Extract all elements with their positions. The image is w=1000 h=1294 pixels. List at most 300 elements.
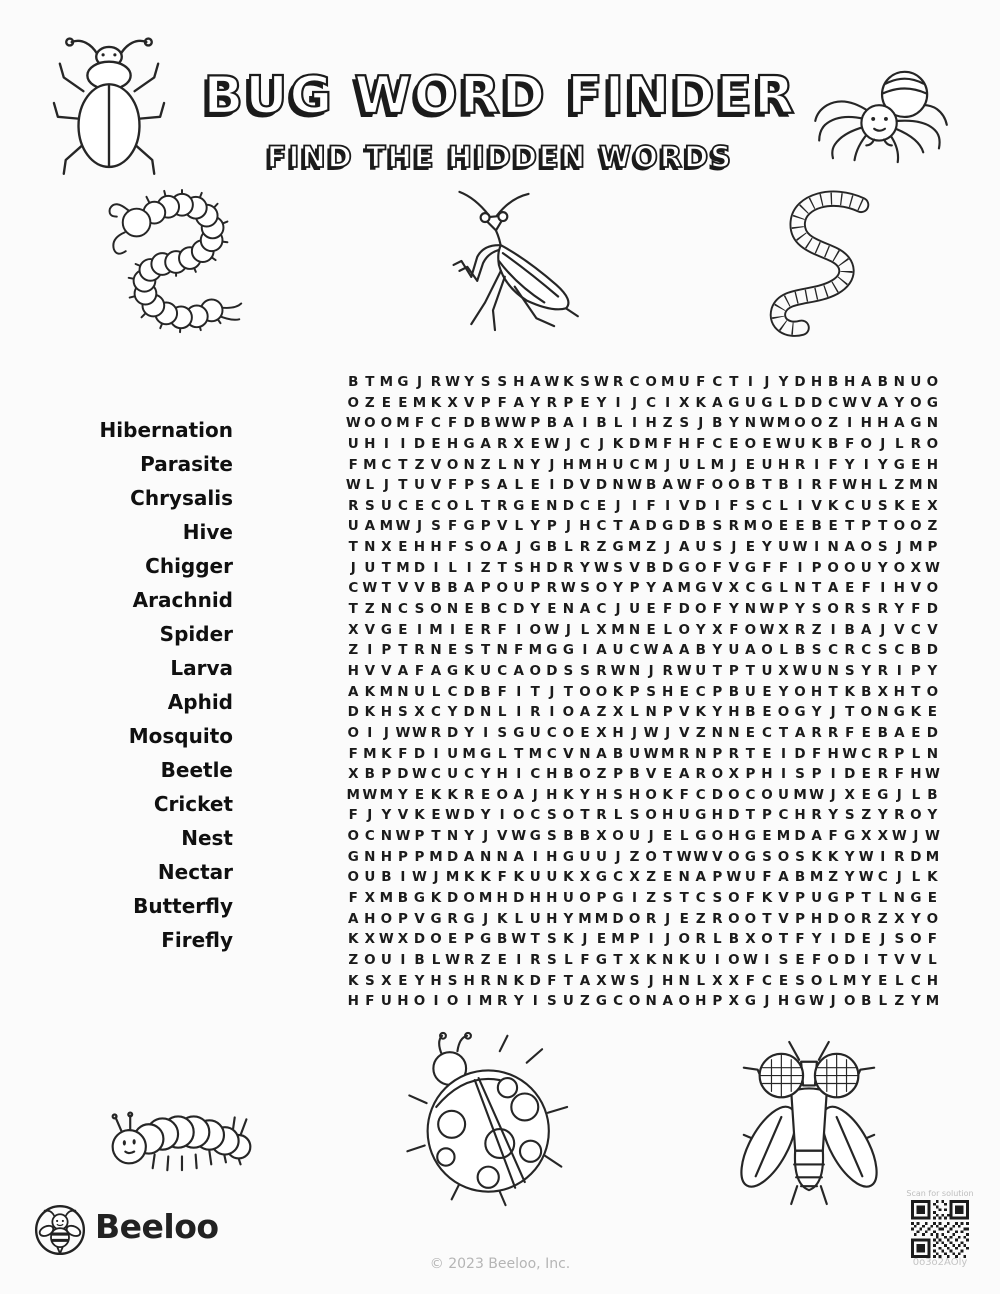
grid-cell: S xyxy=(712,890,723,907)
grid-cell: G xyxy=(595,869,608,886)
grid-cell: P xyxy=(761,807,772,824)
grid-cell: U xyxy=(794,435,806,452)
grid-cell: A xyxy=(662,993,673,1010)
grid-cell: F xyxy=(547,972,557,989)
grid-cell: W xyxy=(395,518,411,535)
grid-cell: C xyxy=(861,642,872,659)
grid-cell: F xyxy=(696,477,706,494)
grid-cell: P xyxy=(480,394,491,411)
grid-cell: Y xyxy=(530,518,541,535)
grid-cell: B xyxy=(645,477,657,494)
grid-cell: R xyxy=(612,374,624,390)
grid-row xyxy=(345,640,941,661)
grid-cell: E xyxy=(911,724,921,741)
grid-cell: F xyxy=(497,869,507,886)
grid-cell: G xyxy=(761,394,773,411)
grid-cell: T xyxy=(911,683,921,700)
grid-cell: J xyxy=(416,518,422,535)
beetle-icon xyxy=(50,30,168,178)
grid-row xyxy=(345,826,941,847)
grid-cell: I xyxy=(466,993,472,1010)
grid-cell: E xyxy=(861,786,871,803)
grid-cell: Z xyxy=(364,601,375,618)
grid-cell: Y xyxy=(646,580,656,597)
grid-cell: U xyxy=(860,559,872,576)
grid-cell: K xyxy=(430,890,442,907)
grid-cell: G xyxy=(347,848,359,865)
grid-cell: D xyxy=(910,848,922,865)
grid-cell: H xyxy=(413,539,426,556)
grid-cell: L xyxy=(779,580,788,597)
grid-cell: J xyxy=(350,559,356,576)
grid-cell: R xyxy=(811,724,822,741)
grid-cell: S xyxy=(546,951,557,968)
grid-cell: O xyxy=(761,642,773,659)
grid-cell: B xyxy=(827,435,839,452)
grid-cell: I xyxy=(632,890,638,907)
grid-cell: R xyxy=(496,993,508,1010)
grid-cell: O xyxy=(380,910,393,927)
grid-cell: K xyxy=(513,972,524,989)
grid-cell: H xyxy=(380,848,393,865)
grid-cell: O xyxy=(446,993,459,1010)
grid-cell: O xyxy=(380,415,393,432)
grid-cell: T xyxy=(481,642,491,659)
grid-cell: H xyxy=(810,910,823,927)
grid-cell: Y xyxy=(778,374,789,390)
grid-cell: G xyxy=(893,704,905,721)
grid-cell: H xyxy=(347,993,359,1010)
grid-cell: U xyxy=(744,394,756,411)
grid-cell: W xyxy=(412,766,427,783)
grid-cell: P xyxy=(480,580,491,597)
grid-cell: S xyxy=(546,828,557,845)
grid-cell: T xyxy=(828,683,838,700)
grid-cell: A xyxy=(530,374,541,390)
grid-row xyxy=(345,950,941,971)
grid-cell: N xyxy=(612,477,624,494)
grid-cell: Y xyxy=(580,786,590,803)
grid-cell: K xyxy=(811,435,822,452)
grid-cell: X xyxy=(712,972,723,989)
grid-cell: N xyxy=(463,456,475,473)
grid-cell: N xyxy=(794,580,806,597)
grid-cell: Y xyxy=(927,662,938,679)
grid-cell: E xyxy=(729,435,739,452)
grid-cell: U xyxy=(811,890,823,907)
grid-cell: E xyxy=(447,642,458,659)
grid-cell: W xyxy=(544,435,560,452)
praying-mantis-illustration xyxy=(398,186,586,334)
grid-cell: Z xyxy=(480,456,491,473)
grid-cell: J xyxy=(731,539,737,556)
grid-cell: J xyxy=(565,621,571,638)
grid-cell: O xyxy=(612,828,624,845)
grid-cell: W xyxy=(726,869,742,886)
grid-cell: L xyxy=(779,497,788,514)
grid-cell: E xyxy=(464,601,474,618)
grid-cell: O xyxy=(843,993,856,1010)
grid-cell: V xyxy=(364,621,376,638)
grid-cell: E xyxy=(431,435,441,452)
grid-cell: P xyxy=(861,518,872,535)
grid-cell: C xyxy=(629,456,640,473)
grid-cell: P xyxy=(910,662,921,679)
grid-cell: C xyxy=(695,683,706,700)
grid-cell: I xyxy=(532,848,538,865)
grid-cell: G xyxy=(612,890,624,907)
grid-cell: H xyxy=(695,993,707,1010)
grid-cell: S xyxy=(877,539,888,556)
grid-cell: X xyxy=(397,931,409,948)
grid-cell: C xyxy=(497,662,508,679)
grid-cell: H xyxy=(761,766,773,783)
word-list-item: Chrysalis xyxy=(130,486,233,510)
grid-cell: S xyxy=(480,374,491,390)
grid-cell: P xyxy=(397,910,408,927)
letter-grid xyxy=(345,372,941,1012)
grid-cell: S xyxy=(464,642,474,659)
grid-cell: J xyxy=(598,435,604,452)
grid-cell: B xyxy=(794,642,806,659)
grid-cell: T xyxy=(679,890,689,907)
grid-cell: D xyxy=(463,704,475,721)
grid-cell: O xyxy=(777,704,790,721)
grid-cell: G xyxy=(695,580,707,597)
grid-cell: H xyxy=(628,786,641,803)
grid-cell: V xyxy=(430,477,442,494)
grid-cell: W xyxy=(395,828,411,845)
grid-cell: D xyxy=(628,435,641,452)
grid-cell: C xyxy=(695,786,706,803)
grid-cell: E xyxy=(762,828,772,845)
grid-cell: O xyxy=(744,621,757,638)
grid-cell: B xyxy=(844,621,855,638)
grid-cell: B xyxy=(546,415,557,432)
grid-cell: C xyxy=(910,972,921,989)
grid-cell: T xyxy=(762,910,772,927)
grid-cell: E xyxy=(398,394,408,411)
grid-cell: D xyxy=(413,931,426,948)
grid-cell: E xyxy=(762,435,772,452)
grid-cell: O xyxy=(827,951,839,968)
grid-cell: V xyxy=(463,394,475,411)
grid-cell: U xyxy=(778,539,789,556)
grid-cell: K xyxy=(563,931,574,948)
grid-cell: B xyxy=(480,415,491,432)
grid-cell: B xyxy=(629,766,640,783)
grid-cell: H xyxy=(380,704,393,721)
grid-cell: J xyxy=(648,972,654,989)
grid-cell: J xyxy=(615,601,621,618)
qr-code xyxy=(911,1200,969,1255)
grid-cell: V xyxy=(629,559,640,576)
grid-cell: V xyxy=(579,477,591,494)
grid-cell: A xyxy=(861,621,872,638)
grid-cell: U xyxy=(860,497,872,514)
grid-cell: E xyxy=(580,724,590,741)
grid-cell: J xyxy=(830,704,836,721)
grid-cell: I xyxy=(466,559,472,576)
grid-cell: F xyxy=(911,601,921,618)
grid-cell: K xyxy=(364,704,376,721)
grid-cell: O xyxy=(728,786,740,803)
grid-cell: I xyxy=(714,497,720,514)
grid-cell: M xyxy=(528,642,542,659)
grid-cell: F xyxy=(447,539,458,556)
grid-cell: L xyxy=(431,683,441,700)
grid-cell: O xyxy=(347,828,360,845)
grid-cell: L xyxy=(497,704,507,721)
grid-cell: M xyxy=(528,745,542,762)
grid-cell: I xyxy=(797,559,803,576)
grid-cell: B xyxy=(811,518,822,535)
word-list-item: Larva xyxy=(170,656,233,680)
grid-cell: X xyxy=(513,435,524,452)
grid-cell: V xyxy=(910,580,922,597)
grid-cell: D xyxy=(413,745,426,762)
grid-cell: W xyxy=(594,559,609,576)
grid-cell: G xyxy=(744,993,756,1010)
grid-cell: M xyxy=(776,415,791,432)
grid-cell: A xyxy=(496,539,508,556)
grid-cell: O xyxy=(678,931,690,948)
grid-cell: S xyxy=(745,497,756,514)
caterpillar-icon xyxy=(98,1085,264,1185)
grid-row xyxy=(345,413,941,434)
grid-cell: W xyxy=(594,374,609,390)
grid-cell: T xyxy=(348,601,358,618)
grid-row xyxy=(345,764,941,785)
grid-cell: F xyxy=(894,766,904,783)
grid-cell: H xyxy=(496,890,508,907)
grid-cell: P xyxy=(894,745,905,762)
grid-cell: B xyxy=(497,931,508,948)
grid-cell: G xyxy=(612,539,624,556)
grid-cell: D xyxy=(810,394,823,411)
grid-cell: R xyxy=(877,766,888,783)
grid-cell: W xyxy=(511,931,527,948)
grid-cell: T xyxy=(861,890,871,907)
grid-cell: K xyxy=(513,869,524,886)
grid-cell: Z xyxy=(695,910,706,927)
grid-row xyxy=(345,785,941,806)
grid-cell: S xyxy=(497,374,508,390)
grid-cell: W xyxy=(742,951,758,968)
grid-cell: O xyxy=(794,683,806,700)
grid-cell: Y xyxy=(513,993,524,1010)
grid-cell: G xyxy=(562,642,574,659)
grid-cell: X xyxy=(728,993,740,1010)
grid-cell: J xyxy=(582,931,588,948)
grid-cell: F xyxy=(762,869,772,886)
grid-cell: E xyxy=(447,931,458,948)
grid-cell: R xyxy=(546,580,558,597)
grid-cell: Y xyxy=(811,704,822,721)
grid-cell: F xyxy=(447,477,458,494)
grid-cell: N xyxy=(479,704,492,721)
grid-cell: E xyxy=(927,704,938,721)
grid-cell: G xyxy=(546,642,558,659)
grid-cell: X xyxy=(364,890,376,907)
grid-cell: F xyxy=(845,435,855,452)
grid-cell: K xyxy=(563,374,574,390)
grid-cell: M xyxy=(594,910,609,927)
grid-cell: E xyxy=(795,518,805,535)
grid-cell: S xyxy=(431,518,441,535)
grid-cell: H xyxy=(926,456,939,473)
grid-cell: S xyxy=(646,683,656,700)
grid-cell: T xyxy=(398,477,408,494)
grid-cell: Y xyxy=(464,374,474,390)
grid-cell: U xyxy=(447,766,459,783)
grid-cell: D xyxy=(513,890,525,907)
centipede-illustration xyxy=(103,188,261,338)
grid-cell: V xyxy=(894,951,905,968)
grid-cell: W xyxy=(345,477,361,494)
grid-cell: Y xyxy=(728,415,739,432)
grid-cell: E xyxy=(481,786,491,803)
grid-cell: M xyxy=(346,786,360,803)
grid-cell: W xyxy=(362,786,378,803)
grid-cell: P xyxy=(629,931,640,948)
grid-cell: H xyxy=(546,890,558,907)
grid-cell: B xyxy=(877,724,888,741)
grid-cell: S xyxy=(811,642,822,659)
grid-cell: H xyxy=(595,786,608,803)
grid-cell: S xyxy=(546,993,557,1010)
grid-cell: K xyxy=(348,972,359,989)
grid-cell: G xyxy=(827,890,839,907)
grid-cell: M xyxy=(611,931,625,948)
grid-cell: F xyxy=(811,745,822,762)
grid-cell: Y xyxy=(811,931,822,948)
grid-cell: L xyxy=(696,456,706,473)
grid-cell: W xyxy=(693,848,709,865)
grid-cell: W xyxy=(858,848,874,865)
grid-cell: N xyxy=(728,724,740,741)
grid-cell: X xyxy=(927,497,938,514)
grid-cell: C xyxy=(464,766,475,783)
grid-cell: B xyxy=(695,642,706,659)
grid-cell: O xyxy=(529,662,542,679)
grid-cell: I xyxy=(433,745,439,762)
grid-cell: P xyxy=(712,869,723,886)
grid-cell: C xyxy=(761,724,772,741)
grid-cell: O xyxy=(645,374,657,390)
grid-cell: O xyxy=(595,683,608,700)
grid-cell: W xyxy=(445,374,460,390)
grid-cell: L xyxy=(497,745,507,762)
grid-cell: T xyxy=(778,724,789,741)
grid-cell: Y xyxy=(414,972,425,989)
grid-cell: M xyxy=(379,786,394,803)
grid-cell: K xyxy=(811,848,822,865)
grid-cell: L xyxy=(448,559,457,576)
grid-cell: H xyxy=(662,807,674,824)
grid-cell: D xyxy=(546,559,558,576)
grid-cell: C xyxy=(596,518,607,535)
grid-cell: H xyxy=(827,745,839,762)
grid-cell: L xyxy=(911,786,921,803)
grid-cell: Z xyxy=(877,910,888,927)
grid-cell: W xyxy=(544,374,560,390)
grid-cell: A xyxy=(629,518,640,535)
grid-cell: M xyxy=(776,828,791,845)
grid-cell: B xyxy=(794,869,806,886)
grid-cell: H xyxy=(910,766,922,783)
grid-cell: E xyxy=(596,931,607,948)
grid-cell: U xyxy=(678,456,690,473)
grid-cell: X xyxy=(381,972,392,989)
grid-cell: A xyxy=(430,662,442,679)
grid-cell: P xyxy=(414,848,425,865)
grid-cell: M xyxy=(379,683,394,700)
grid-cell: D xyxy=(595,477,608,494)
grid-cell: G xyxy=(463,435,475,452)
grid-cell: I xyxy=(780,745,786,762)
grid-cell: L xyxy=(911,745,921,762)
grid-cell: E xyxy=(745,539,756,556)
grid-cell: N xyxy=(744,601,757,618)
grid-cell: P xyxy=(563,394,574,411)
grid-cell: O xyxy=(678,993,690,1010)
grid-cell: N xyxy=(877,704,889,721)
grid-cell: F xyxy=(447,518,458,535)
grid-cell: B xyxy=(447,580,458,597)
grid-cell: C xyxy=(596,601,607,618)
grid-cell: D xyxy=(844,766,856,783)
grid-cell: R xyxy=(496,435,508,452)
grid-cell: H xyxy=(595,456,608,473)
grid-cell: N xyxy=(397,683,409,700)
grid-cell: O xyxy=(910,394,922,411)
word-list-item: Firefly xyxy=(161,928,233,952)
grid-cell: T xyxy=(481,497,491,514)
grid-cell: V xyxy=(678,724,690,741)
grid-cell: S xyxy=(811,601,822,618)
grid-cell: S xyxy=(629,807,640,824)
word-list-item: Parasite xyxy=(140,452,233,476)
grid-cell: U xyxy=(629,828,641,845)
grid-cell: Y xyxy=(877,807,888,824)
grid-cell: P xyxy=(629,683,640,700)
grid-cell: U xyxy=(761,456,773,473)
grid-cell: D xyxy=(446,848,459,865)
grid-row xyxy=(345,393,941,414)
grid-cell: X xyxy=(579,869,591,886)
grid-cell: H xyxy=(546,766,558,783)
grid-cell: S xyxy=(762,848,772,865)
grid-cell: P xyxy=(530,415,541,432)
grid-cell: F xyxy=(514,642,524,659)
grid-cell: X xyxy=(629,869,640,886)
grid-cell: G xyxy=(513,497,525,514)
grid-cell: V xyxy=(381,662,392,679)
grid-cell: W xyxy=(610,662,626,679)
grid-cell: U xyxy=(695,539,707,556)
grid-cell: A xyxy=(662,642,673,659)
grid-cell: O xyxy=(645,807,657,824)
grid-cell: C xyxy=(530,807,541,824)
grid-cell: E xyxy=(663,869,673,886)
grid-cell: A xyxy=(678,766,690,783)
grid-cell: N xyxy=(678,972,690,989)
grid-cell: L xyxy=(514,910,524,927)
grid-row xyxy=(345,372,941,393)
grid-cell: F xyxy=(447,415,458,432)
grid-cell: U xyxy=(447,745,459,762)
